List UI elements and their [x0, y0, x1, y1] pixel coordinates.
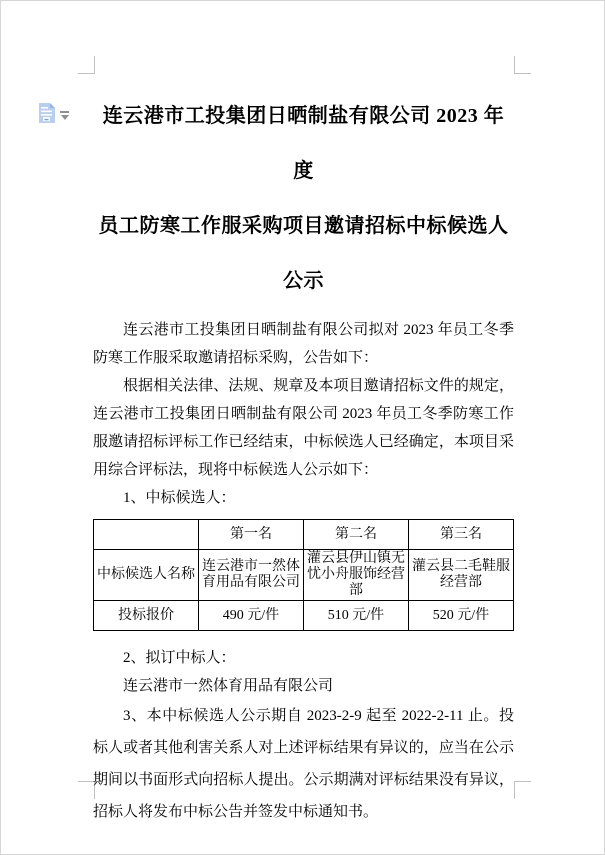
- title-line-1: 连云港市工投集团日晒制盐有限公司 2023 年度: [102, 105, 505, 182]
- bid-price-cell: 520 元/件: [409, 601, 514, 631]
- table-header-row: [94, 520, 514, 550]
- item-3-publicity-period-paragraph: 3、本中标候选人公示期自 2023-2-9 起至 2022-2-11 止。投标人或者其他利害关系人对上述评标结果有异议的，应当在公示期间以书面形式向招标人提出。公示期满对评标结果没有异议，招标人将发布中标公告并签发中标通知书。: [93, 708, 514, 820]
- bid-price-cell: 510 元/件: [304, 601, 409, 631]
- table-header-cell-empty: [94, 520, 199, 550]
- row-label-cell: 投标报价: [94, 601, 199, 631]
- page-title: [93, 89, 514, 309]
- candidates-table: [93, 519, 514, 631]
- intro-paragraph: 连云港市工投集团日晒制盐有限公司拟对 2023 年员工冬季防寒工作服采取邀请招标采购，公告如下：: [93, 322, 514, 366]
- item-2-proposed-winner-label: 2、拟订中标人：: [123, 650, 236, 666]
- chevron-down-icon[interactable]: [60, 111, 69, 120]
- row-label-cell: 中标候选人名称: [94, 550, 199, 601]
- bid-price-cell: 490 元/件: [199, 601, 304, 631]
- legal-basis-paragraph: 根据相关法律、法规、规章及本项目邀请招标文件的规定，连云港市工投集团日晒制盐有限公司 2023 年员工冬季防寒工作服邀请招标评标工作已经结束，中标候选人已经确定，本项目采用综合评标法，现将中标候选人公示如下：: [93, 378, 514, 478]
- candidate-name-cell: 连云港市一然体育用品有限公司: [199, 550, 304, 601]
- text-boundary-mark-bottom-right: [514, 781, 531, 799]
- candidate-name-cell: 灌云县二毛鞋服经营部: [409, 550, 514, 601]
- table-header-cell-second: 第二名: [304, 520, 409, 550]
- table-header-cell-third: 第三名: [409, 520, 514, 550]
- title-line-3: 公示: [283, 270, 324, 292]
- table-header-cell-first: 第一名: [199, 520, 304, 550]
- paragraph-options-widget[interactable]: [38, 103, 69, 128]
- candidate-names-row: [94, 550, 514, 601]
- title-line-2: 员工防寒工作服采购项目邀请招标中标候选人: [98, 215, 509, 237]
- document-style-icon[interactable]: [38, 103, 55, 128]
- document-content: [93, 89, 514, 828]
- text-boundary-mark-top-right: [514, 56, 531, 74]
- item-1-candidates-label: 1、中标候选人：: [123, 490, 236, 506]
- candidate-name-cell: 灌云县伊山镇无忧小舟服饰经营部: [304, 550, 409, 601]
- text-boundary-mark-top-left: [78, 56, 95, 74]
- bid-price-row: [94, 601, 514, 631]
- proposed-winner-name: 连云港市一然体育用品有限公司: [123, 678, 334, 694]
